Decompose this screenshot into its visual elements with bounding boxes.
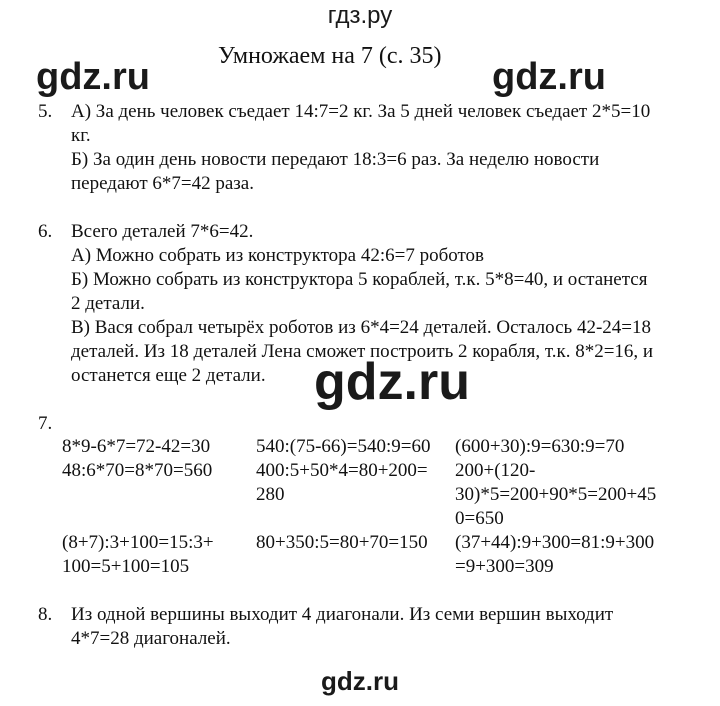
task6-line: А) Можно собрать из конструктора 42:6=7 роботов — [71, 245, 485, 266]
task5-line: передают 6*7=42 раза. — [71, 173, 254, 194]
task7-expression: 80+350:5=80+70=150 — [256, 532, 428, 553]
task7-expression: 48:6*70=8*70=560 — [62, 460, 213, 481]
task6-line: деталей. Из 18 деталей Лена сможет построить 2 корабля, т.к. 8*2=16, и — [71, 341, 654, 362]
task5-number: 5. — [38, 101, 53, 122]
task8-line: Из одной вершины выходит 4 диагонали. Из семи вершин выходит — [71, 604, 614, 625]
task5-line: А) За день человек съедает 14:7=2 кг. За 5 дней человек съедает 2*5=10 — [71, 101, 651, 122]
task5-line: кг. — [71, 125, 91, 146]
task7-expression: 30)*5=200+90*5=200+45 — [455, 484, 657, 505]
task6-line: 2 детали. — [71, 293, 145, 314]
task7-expression: (37+44):9+300=81:9+300 — [455, 532, 655, 553]
watermark-left: gdz.ru — [36, 56, 150, 98]
task6-line: В) Вася собрал четырёх роботов из 6*4=24 деталей. Осталось 42-24=18 — [71, 317, 651, 338]
task7-expression: 100=5+100=105 — [62, 556, 190, 577]
task7-number: 7. — [38, 413, 53, 434]
task7-expression: =9+300=309 — [455, 556, 554, 577]
task7-expression: 280 — [256, 484, 285, 505]
watermark-middle: gdz.ru — [314, 353, 470, 411]
task5-line: Б) За один день новости передают 18:3=6 раз. За неделю новости — [71, 149, 600, 170]
task8-line: 4*7=28 диагоналей. — [71, 628, 231, 649]
page-title: Умножаем на 7 (с. 35) — [218, 43, 442, 69]
task6-line: Б) Можно собрать из конструктора 5 кораблей, т.к. 5*8=40, и останется — [71, 269, 648, 290]
task7-expression: 200+(120- — [455, 460, 536, 481]
task7-expression: 0=650 — [455, 508, 504, 529]
task7-expression: 540:(75-66)=540:9=60 — [256, 436, 431, 457]
task7-expression: (8+7):3+100=15:3+ — [62, 532, 214, 553]
task7-expression: (600+30):9=630:9=70 — [455, 436, 625, 457]
task6-line: Всего деталей 7*6=42. — [71, 221, 254, 242]
watermark-right: gdz.ru — [492, 56, 606, 98]
task7-expression: 8*9-6*7=72-42=30 — [62, 436, 211, 457]
watermark-bottom: gdz.ru — [321, 666, 399, 696]
watermark-top: гдз.ру — [327, 2, 393, 29]
task7-expression: 400:5+50*4=80+200= — [256, 460, 428, 481]
task8-number: 8. — [38, 604, 53, 625]
task6-number: 6. — [38, 221, 53, 242]
task6-line: останется еще 2 детали. — [71, 365, 266, 386]
